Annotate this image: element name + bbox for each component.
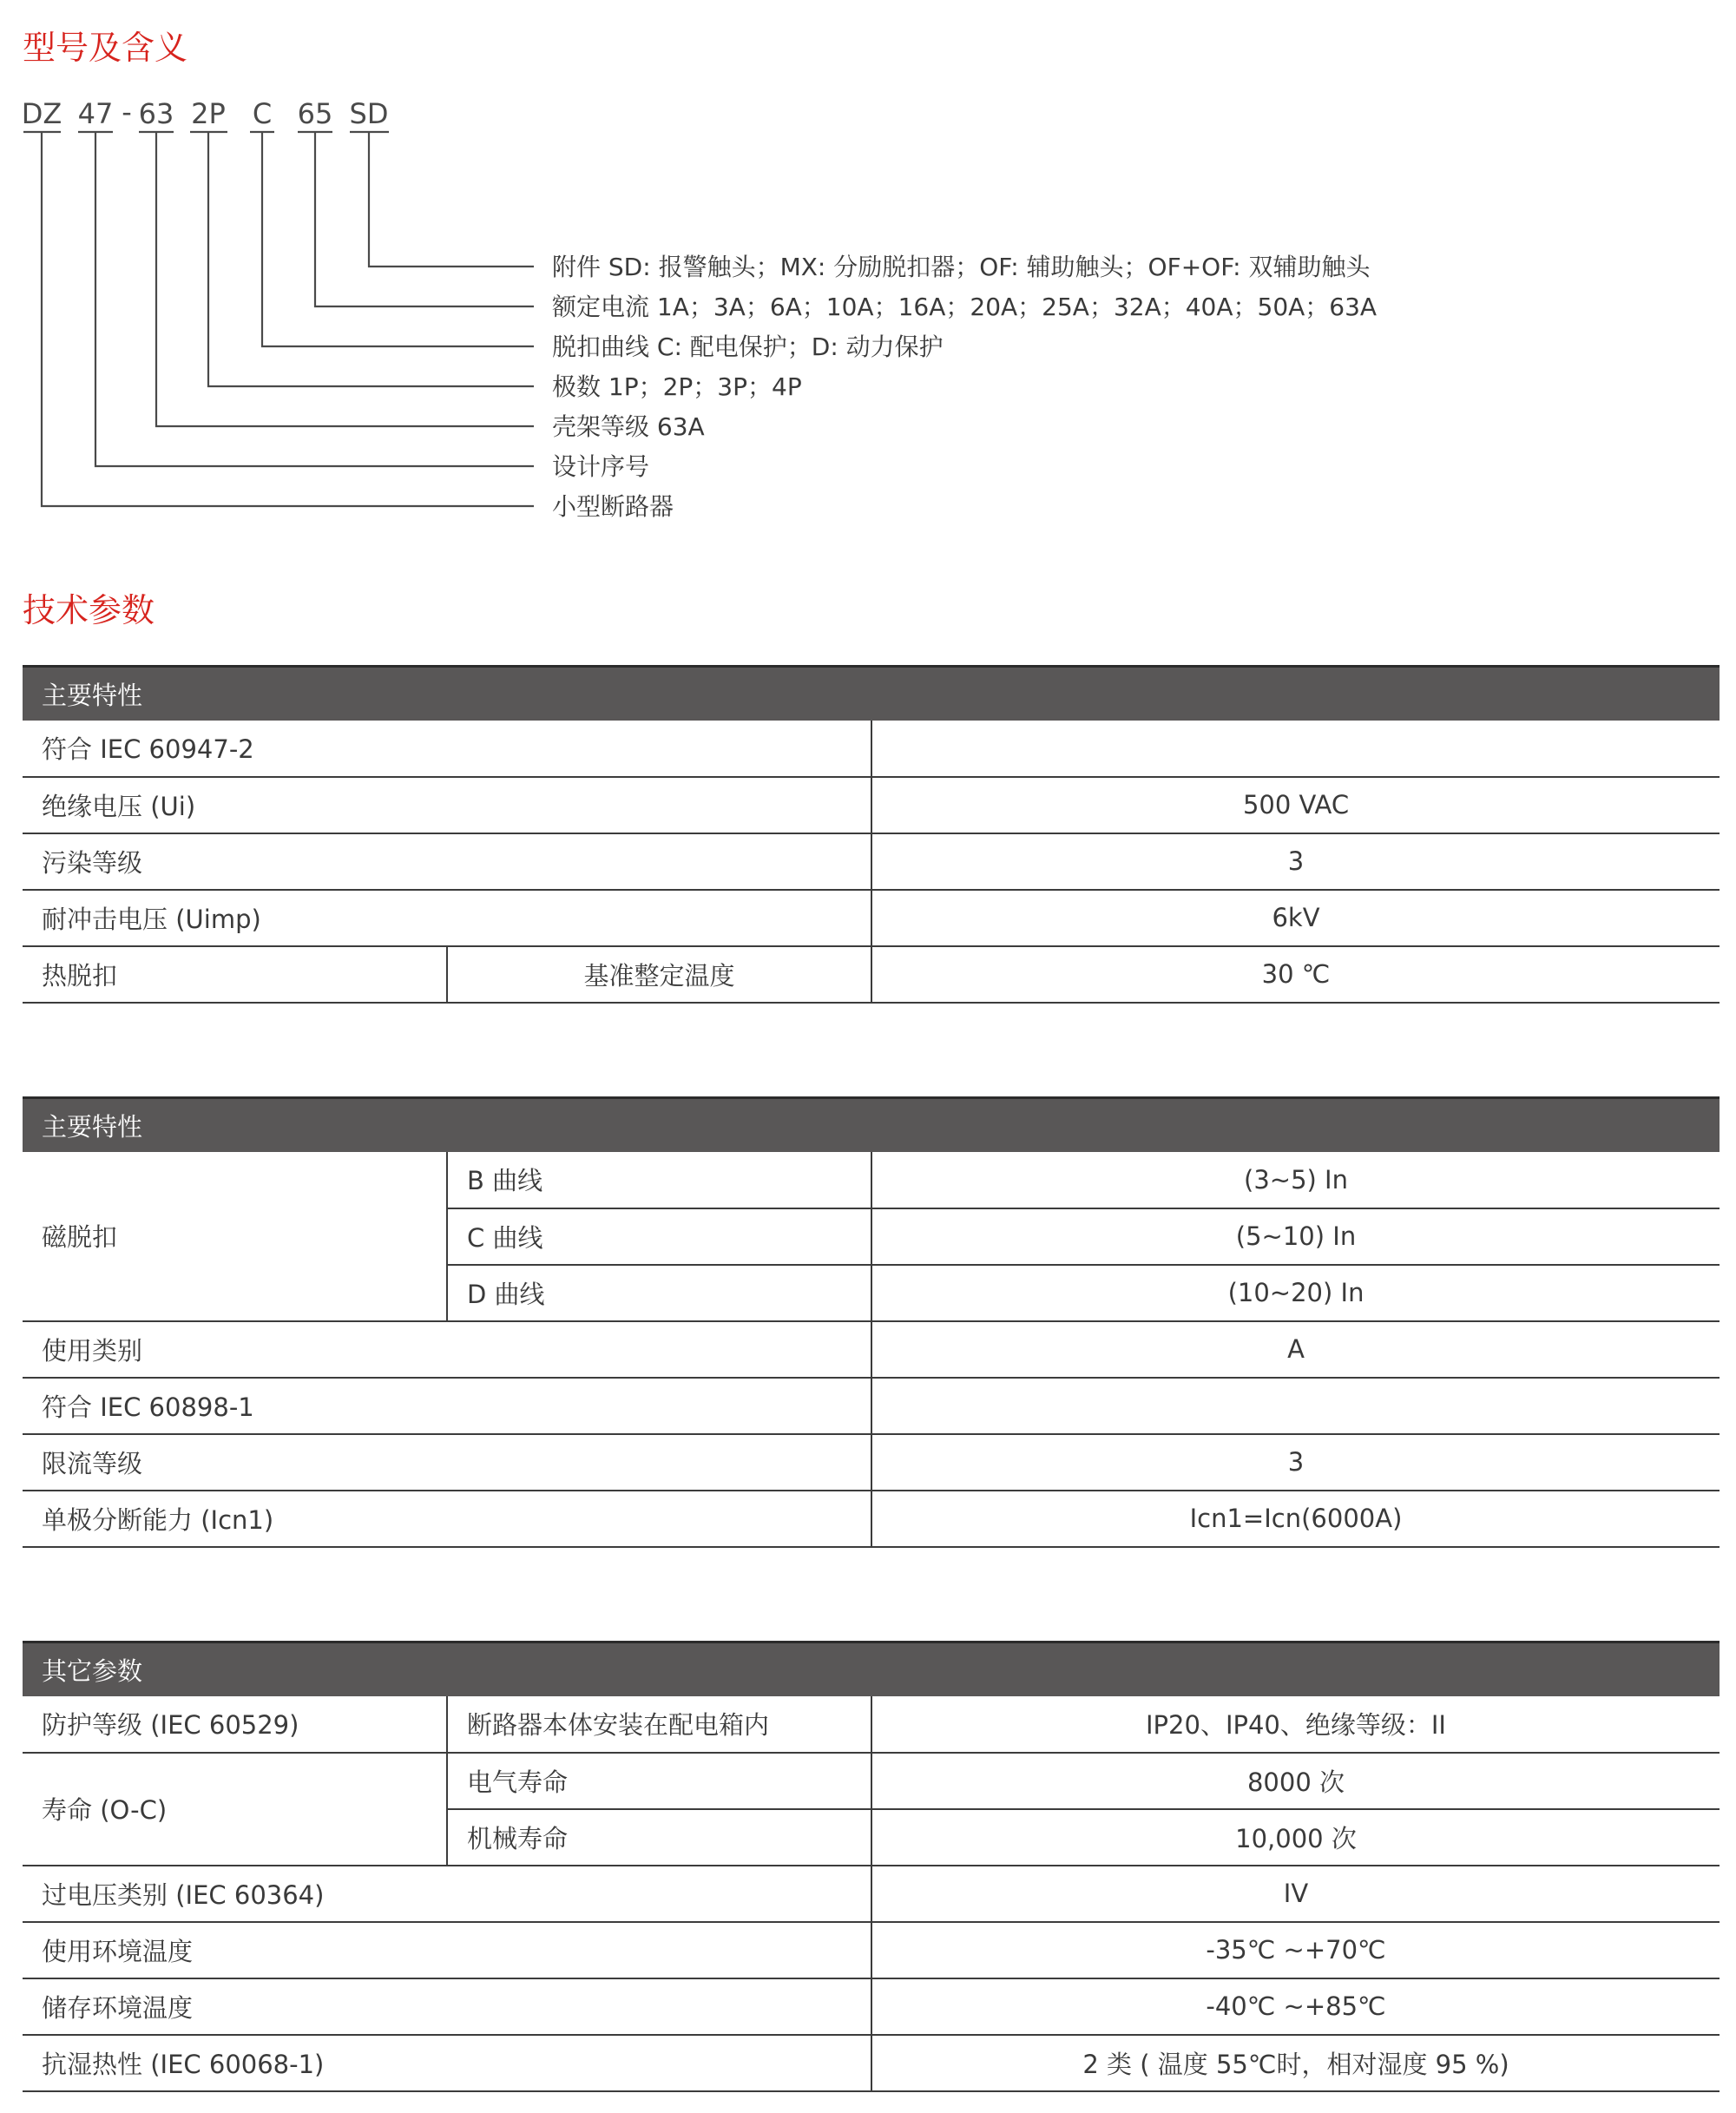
table-row (23, 1922, 1720, 1978)
leader-dz (42, 132, 534, 506)
row-label: 限流等级 (23, 1434, 871, 1491)
row-label: 热脱扣 (23, 946, 447, 1003)
desc-design: 设计序号 (552, 452, 650, 481)
row-value: IP20、IP40、绝缘等级：II (871, 1696, 1720, 1753)
desc-frame: 壳架等级 63A (552, 412, 705, 441)
other-parameters-table (23, 1641, 1720, 2092)
row-sub-label: 断路器本体安装在配电箱内 (447, 1696, 871, 1753)
table-row (23, 1978, 1720, 2035)
row-sub-label: B 曲线 (447, 1152, 871, 1208)
row-value: (10~20) In (871, 1265, 1720, 1321)
code-design: 47 (77, 97, 114, 130)
row-label: 符合 IEC 60947-2 (23, 721, 871, 777)
row-value: 2 类 ( 温度 55℃时，相对湿度 95 %) (871, 2035, 1720, 2091)
row-label: 过电压类别 (IEC 60364) (23, 1866, 871, 1922)
desc-current: 额定电流 1A；3A；6A；10A；16A；20A；25A；32A；40A；50A；63A (552, 293, 1378, 321)
code-poles: 2P (191, 97, 226, 130)
life-label: 寿命 (O-C) (23, 1753, 447, 1866)
table-row (23, 2035, 1720, 2091)
row-value: (3~5) In (871, 1152, 1720, 1208)
row-sub-label: D 曲线 (447, 1265, 871, 1321)
row-value: 500 VAC (871, 777, 1720, 833)
code-curve: C (252, 97, 273, 130)
row-value: 30 ℃ (871, 946, 1720, 1003)
code-frame: 63 (138, 97, 174, 130)
magnetic-trip-label: 磁脱扣 (23, 1152, 447, 1321)
table-row (23, 1152, 1720, 1208)
row-sub-label: C 曲线 (447, 1208, 871, 1265)
row-sub-label: 基准整定温度 (447, 946, 871, 1003)
row-label: 使用类别 (23, 1321, 871, 1378)
row-value: 3 (871, 833, 1720, 890)
row-value: (5~10) In (871, 1208, 1720, 1265)
table-row (23, 1434, 1720, 1491)
code-dash: - (122, 95, 132, 128)
row-value: -40℃ ~+85℃ (871, 1978, 1720, 2035)
row-value: 10,000 次 (871, 1809, 1720, 1866)
table-row (23, 1378, 1720, 1434)
row-label: 绝缘电压 (Ui) (23, 777, 871, 833)
table-row (23, 833, 1720, 890)
row-sub-label: 电气寿命 (447, 1753, 871, 1809)
row-value (871, 1378, 1720, 1434)
row-label: 使用环境温度 (23, 1922, 871, 1978)
row-value: -35℃ ~+70℃ (871, 1922, 1720, 1978)
tech-heading: 技术参数 (23, 591, 155, 629)
desc-poles: 极数 1P；2P；3P；4P (552, 372, 802, 401)
code-accessory: SD (349, 97, 389, 130)
desc-dz: 小型断路器 (552, 492, 674, 521)
main-characteristics-table-1 (23, 665, 1720, 1004)
row-label: 符合 IEC 60898-1 (23, 1378, 871, 1434)
table-row (23, 890, 1720, 946)
row-value: 3 (871, 1434, 1720, 1491)
table-row (23, 946, 1720, 1003)
main-characteristics-table-2 (23, 1096, 1720, 1548)
row-value: IV (871, 1866, 1720, 1922)
table-header: 主要特性 (23, 667, 1720, 721)
row-label: 防护等级 (IEC 60529) (23, 1696, 447, 1753)
row-value: 8000 次 (871, 1753, 1720, 1809)
desc-accessory: 附件 SD: 报警触头；MX: 分励脱扣器；OF: 辅助触头；OF+OF: 双辅助触头 (552, 253, 1371, 281)
table-row (23, 1491, 1720, 1547)
table-row (23, 1321, 1720, 1378)
code-dz: DZ (21, 97, 62, 130)
leader-frame (156, 132, 534, 426)
table-row (23, 1696, 1720, 1753)
row-label: 储存环境温度 (23, 1978, 871, 2035)
table-row (23, 1866, 1720, 1922)
row-value: Icn1=Icn(6000A) (871, 1491, 1720, 1547)
leader-poles (208, 132, 534, 386)
table-header: 其它参数 (23, 1642, 1720, 1696)
code-current: 65 (297, 97, 333, 130)
leader-accessory (369, 132, 534, 267)
row-label: 单极分断能力 (Icn1) (23, 1491, 871, 1547)
table-row (23, 777, 1720, 833)
leader-current (315, 132, 534, 306)
row-value (871, 721, 1720, 777)
row-value: A (871, 1321, 1720, 1378)
table-row (23, 1753, 1720, 1809)
model-code-diagram (0, 87, 1476, 521)
row-label: 污染等级 (23, 833, 871, 890)
row-value: 6kV (871, 890, 1720, 946)
row-label: 耐冲击电压 (Uimp) (23, 890, 871, 946)
model-heading: 型号及含义 (23, 29, 188, 67)
row-sub-label: 机械寿命 (447, 1809, 871, 1866)
leader-curve (262, 132, 534, 346)
table-row (23, 721, 1720, 777)
row-label: 抗湿热性 (IEC 60068-1) (23, 2035, 871, 2091)
desc-curve: 脱扣曲线 C: 配电保护；D: 动力保护 (552, 332, 944, 361)
table-header: 主要特性 (23, 1098, 1720, 1152)
